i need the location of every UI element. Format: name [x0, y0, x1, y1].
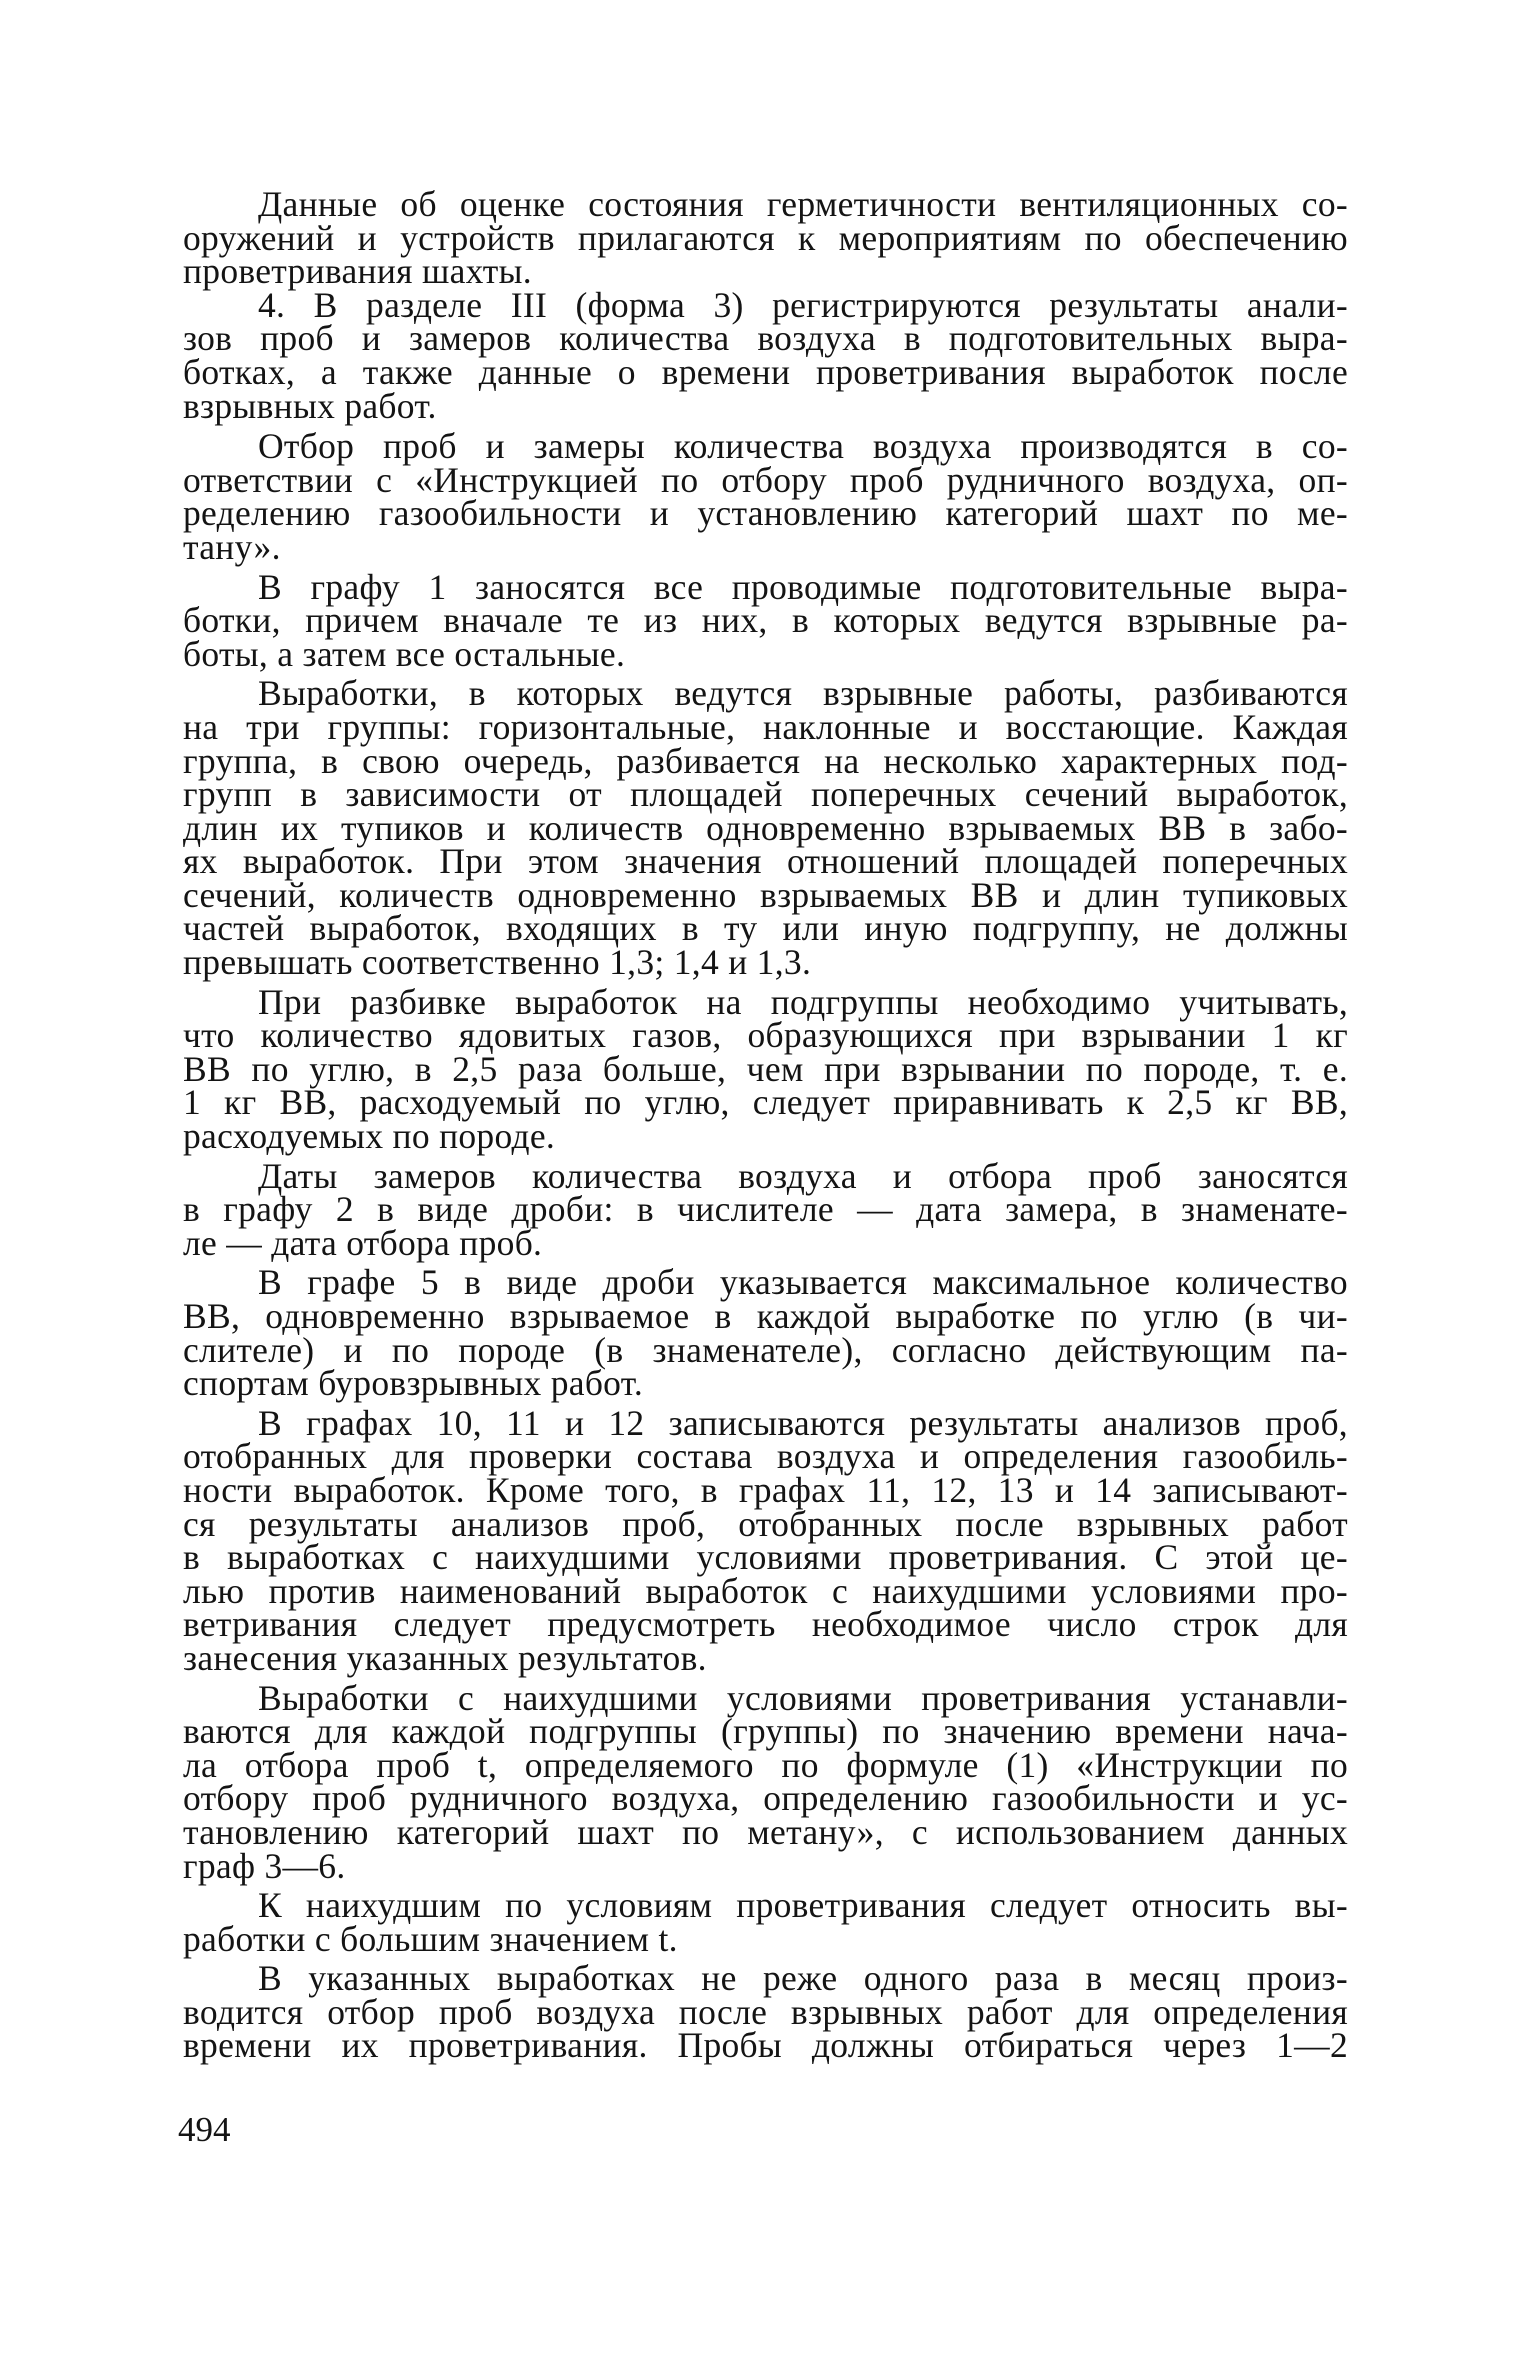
- text-line: зов проб и замеров количества воздуха в подготовительных выра-: [183, 318, 1348, 359]
- text-line: 1 кг ВВ, расходуемый по углю, следует приравнивать к 2,5 кг ВВ,: [183, 1082, 1348, 1123]
- paragraph-7: [183, 1155, 1348, 1263]
- text-line: оружений и устройств прилагаются к мероприятиям по обеспечению: [183, 217, 1348, 258]
- text-line: времени их проветривания. Пробы должны отбираться через 1—2: [183, 2025, 1348, 2066]
- text-line: слителе) и по породе (в знаменателе), согласно действующим па-: [183, 1329, 1348, 1370]
- text-line: Даты замеров количества воздуха и отбора проб заносятся: [258, 1155, 1348, 1196]
- text-line: В графах 10, 11 и 12 записываются результаты анализов проб,: [258, 1402, 1348, 1443]
- text-line: ВВ по углю, в 2,5 раза больше, чем при взрывании по породе, т. е.: [183, 1048, 1348, 1089]
- text-line: ВВ, одновременно взрываемое в каждой выработке по углю (в чи-: [183, 1296, 1348, 1336]
- text-line: частей выработок, входящих в ту или иную подгруппу, не должны: [183, 908, 1348, 949]
- text-line: лью против наименований выработок с наихудшими условиями про-: [183, 1570, 1348, 1611]
- paragraph-3: [183, 426, 1348, 567]
- text-line: отобранных для проверки состава воздуха и определения газообиль-: [183, 1436, 1348, 1477]
- text-line: Отбор проб и замеры количества воздуха производятся в со-: [258, 426, 1348, 467]
- text-line: ботках, а также данные о времени проветривания выработок после: [183, 351, 1348, 392]
- text-line: К наихудшим по условиям проветривания следует относить вы-: [258, 1885, 1348, 1926]
- text-line: Данные об оценке состояния герметичности вентиляционных со-: [258, 184, 1348, 224]
- text-line: работки с большим значением t.: [183, 1918, 678, 1959]
- text-line: на три группы: горизонтальные, наклонные и восстающие. Каждая: [183, 706, 1348, 747]
- text-line: водится отбор проб воздуха после взрывных работ для определения: [183, 1991, 1348, 2032]
- page-body: [183, 184, 1348, 2066]
- text-line: группа, в свою очередь, разбивается на несколько характерных под-: [183, 740, 1348, 781]
- paragraph-10: [183, 1677, 1348, 1886]
- paragraph-9: [183, 1402, 1348, 1678]
- text-line: При разбивке выработок на подгруппы необходимо учитывать,: [258, 981, 1348, 1022]
- text-line: ботки, причем вначале те из них, в которых ведутся взрывные ра-: [183, 600, 1348, 641]
- page-number: 494: [178, 2110, 231, 2149]
- text-line: спортам буровзрывных работ.: [183, 1363, 644, 1404]
- text-line: тановлению категорий шахт по метану», с использованием данных: [183, 1811, 1348, 1852]
- text-line: в графу 2 в виде дроби: в числителе — дата замера, в знаменате-: [183, 1189, 1348, 1230]
- text-line: проветривания шахты.: [183, 251, 532, 292]
- text-line: боты, а затем все остальные.: [183, 633, 626, 674]
- text-line: тану».: [183, 526, 281, 567]
- text-line: ях выработок. При этом значения отношений площадей поперечных: [183, 841, 1348, 882]
- paragraph-1: [183, 184, 1348, 292]
- text-line: ределению газообильности и установлению категорий шахт по ме-: [183, 493, 1348, 534]
- paragraph-6: [183, 981, 1348, 1157]
- text-line: В графу 1 заносятся все проводимые подготовительные выра-: [258, 566, 1348, 607]
- paragraph-2: [183, 284, 1348, 426]
- text-line: превышать соответственно 1,3; 1,4 и 1,3.: [183, 942, 812, 983]
- text-line: В указанных выработках не реже одного раза в месяц произ-: [258, 1958, 1348, 1999]
- paragraph-11: [183, 1885, 1348, 1959]
- text-line: 4. В разделе III (форма 3) регистрируются результаты анали-: [258, 284, 1348, 325]
- text-line: сечений, количеств одновременно взрываемых ВВ и длин тупиковых: [183, 874, 1348, 915]
- text-line: ла отбора проб t, определяемого по формуле (1) «Инструкции по: [183, 1744, 1348, 1785]
- paragraph-12: [183, 1958, 1348, 2066]
- text-line: В графе 5 в виде дроби указывается максимальное количество: [258, 1262, 1348, 1303]
- text-line: ся результаты анализов проб, отобранных после взрывных работ: [183, 1503, 1348, 1544]
- paragraph-8: [183, 1262, 1348, 1404]
- text-line: ветривания следует предусмотреть необходимое число строк для: [183, 1604, 1348, 1645]
- paragraph-5: [183, 673, 1348, 983]
- text-line: ле — дата отбора проб.: [183, 1222, 543, 1263]
- text-line: ответствии с «Инструкцией по отбору проб рудничного воздуха, оп-: [183, 459, 1348, 500]
- text-line: Выработки с наихудшими условиями проветривания устанавли-: [258, 1677, 1348, 1718]
- text-line: занесения указанных результатов.: [183, 1637, 707, 1678]
- text-line: в выработках с наихудшими условиями проветривания. С этой це-: [183, 1537, 1348, 1578]
- text-line: длин их тупиков и количеств одновременно взрываемых ВВ в забо-: [183, 807, 1348, 848]
- text-line: групп в зависимости от площадей поперечных сечений выработок,: [183, 774, 1348, 815]
- text-line: Выработки, в которых ведутся взрывные работы, разбиваются: [258, 673, 1348, 714]
- text-line: взрывных работ.: [183, 385, 437, 426]
- text-line: граф 3—6.: [183, 1845, 346, 1886]
- text-line: расходуемых по породе.: [183, 1116, 556, 1157]
- text-line: отбору проб рудничного воздуха, определению газообильности и ус-: [183, 1778, 1348, 1819]
- text-line: ности выработок. Кроме того, в графах 11, 12, 13 и 14 записывают-: [183, 1469, 1348, 1510]
- text-line: что количество ядовитых газов, образующихся при взрывании 1 кг: [183, 1015, 1348, 1056]
- text-line: ваются для каждой подгруппы (группы) по значению времени нача-: [183, 1711, 1348, 1752]
- paragraph-4: [183, 566, 1348, 674]
